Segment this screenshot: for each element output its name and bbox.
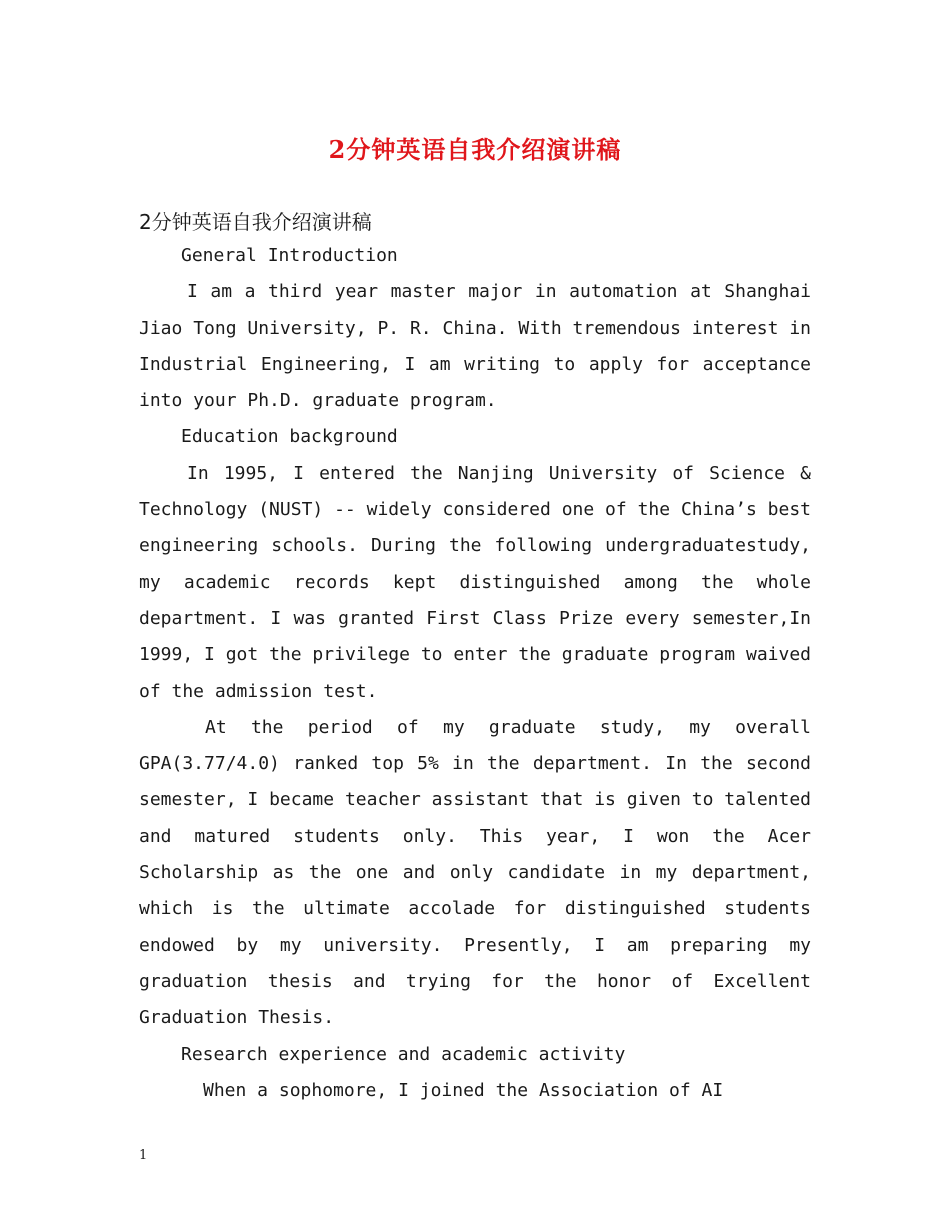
paragraph-research: When a sophomore, I joined the Association of AI bbox=[203, 1079, 724, 1101]
section-heading-general: General Introduction bbox=[181, 245, 398, 266]
page-number: 1 bbox=[139, 1148, 148, 1163]
paragraph-education-2: At the period of my graduate study, my overall GPA(3.77/4.0) ranked top 5% in the department. In the second semester, I became teacher assistant that is given to talented and matured students only. This year, I won the Acer Scholarship as the one and only candidate in my department, which is the ultimate accolade for distinguished students endowed by my university. Presently, I am preparing my graduation thesis and trying for the honor of Excellent Graduation Thesis. bbox=[139, 716, 811, 1029]
document-body bbox=[139, 238, 811, 1109]
section-heading-education: Education background bbox=[181, 426, 398, 448]
section-heading-research: Research experience and academic activity bbox=[181, 1043, 626, 1065]
document-title: 2分钟英语自我介绍演讲稿 bbox=[328, 135, 622, 164]
paragraph-general-introduction: I am a third year master major in automation at Shanghai Jiao Tong University, P. R. China. With tremendous interest in Industrial Engineering, I am writing to apply for acceptance into your Ph.D. graduate program. bbox=[139, 281, 811, 412]
document-subtitle: 2分钟英语自我介绍演讲稿 bbox=[139, 210, 372, 234]
paragraph-education-1: In 1995, I entered the Nanjing University of Science & Technology (NUST) -- widely considered one of the China’s best engineering schools. During the following undergraduatestudy, my academic records kept distinguished among the whole department. I was granted First Class Prize every semester,In 1999, I got the privilege to enter the graduate program waived of the admission test. bbox=[139, 462, 811, 702]
